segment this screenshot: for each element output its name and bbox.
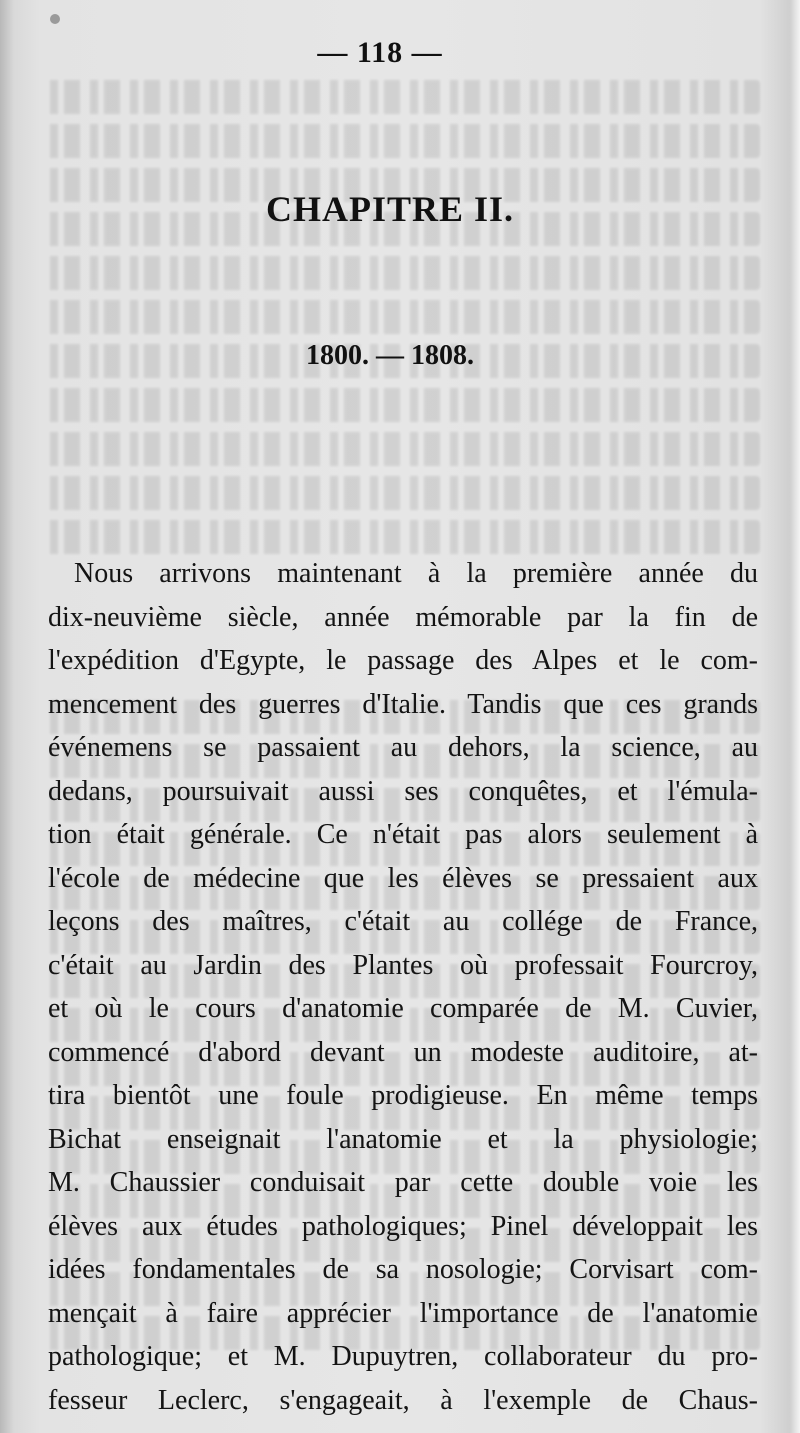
- text-line: et où le cours d'anatomie comparée de M. Cuvier,: [48, 993, 758, 1024]
- text-line: M. Chaussier conduisait par cette double voie les: [48, 1167, 758, 1198]
- text-line: c'était au Jardin des Plantes où professait Fourcroy,: [48, 949, 758, 981]
- text-line: fesseur Leclerc, s'engageait, à l'exemple de Chaus-: [48, 1384, 758, 1416]
- text-line: tion était générale. Ce n'était pas alors seulement à: [48, 819, 758, 850]
- text-line: mencement des guerres d'Italie. Tandis que ces grands: [48, 688, 758, 720]
- text-line: événemens se passaient au dehors, la science, au: [48, 732, 758, 763]
- text-line: leçons des maîtres, c'était au collége de France,: [48, 906, 758, 937]
- text-line: mençait à faire apprécier l'importance de l'anatomie: [48, 1297, 758, 1329]
- text-line: pathologique; et M. Dupuytren, collaborateur du pro-: [48, 1341, 758, 1372]
- page-number: — 118 —: [317, 36, 443, 69]
- chapter-title: CHAPITRE II.: [265, 189, 515, 229]
- text-line: dix-neuvième siècle, année mémorable par la fin de: [48, 601, 758, 633]
- text-line: idées fondamentales de sa nosologie; Corvisart com-: [48, 1254, 758, 1285]
- text-line: l'expédition d'Egypte, le passage des Alpes et le com-: [48, 645, 758, 676]
- text-line: dedans, poursuivait aussi ses conquêtes, et l'émula-: [48, 775, 758, 807]
- text-line: l'école de médecine que les élèves se pressaient aux: [48, 862, 758, 894]
- text-line: tira bientôt une foule prodigieuse. En même temps: [48, 1080, 758, 1111]
- text-line: élèves aux études pathologiques; Pinel développait les: [48, 1210, 758, 1242]
- text-line: commencé d'abord devant un modeste auditoire, at-: [48, 1036, 758, 1068]
- chapter-date-range: 1800. — 1808.: [306, 340, 474, 371]
- ink-spot: [50, 14, 60, 24]
- text-line: Nous arrivons maintenant à la première année du: [74, 558, 758, 589]
- body-paragraph: [48, 552, 758, 1422]
- text-line: Bichat enseignait l'anatomie et la physiologie;: [48, 1123, 758, 1155]
